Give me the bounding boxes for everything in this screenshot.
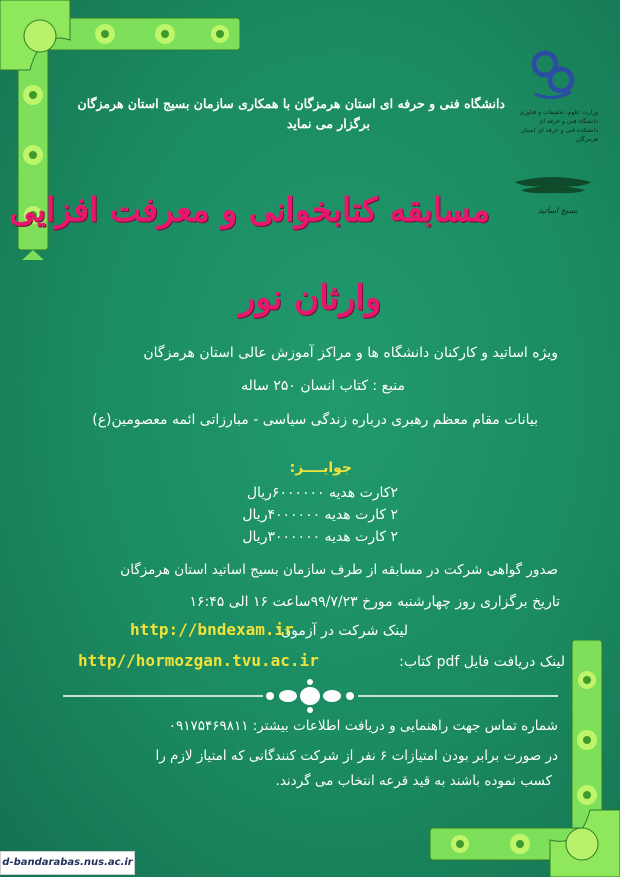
schedule-text: تاریخ برگزاری روز چهارشنبه مورخ ۹۹/۷/۲۳ساعت ۱۶ الی ۱۶:۴۵ — [189, 594, 560, 610]
prize-item: ۲کارت هدیه ۶۰۰۰۰۰۰ریال — [246, 485, 398, 501]
basij-logo-text: بسیج اساتید — [538, 206, 578, 215]
page-title: مسابقه کتابخوانی و معرفت افزایی — [9, 190, 490, 229]
organizer-line: دانشگاه فنی و حرفه ای استان هرمزگان با همکاری سازمان بسیج استان هرمزگان — [77, 96, 505, 111]
prize-item: ۲ کارت هدیه ۴۰۰۰۰۰۰ریال — [242, 507, 398, 523]
audience-text: ویژه اساتید و کارکنان دانشگاه ها و مراکز آموزش عالی استان هرمزگان — [143, 345, 558, 361]
prizes-heading: جوایــــز: — [289, 460, 352, 476]
prize-item: ۲ کارت هدیه ۳۰۰۰۰۰۰ریال — [242, 529, 398, 545]
exam-link[interactable]: http://bndexam.ir — [130, 620, 294, 639]
pdf-link-label: لینک دریافت فایل pdf کتاب: — [399, 654, 565, 670]
exam-link-label: لینک شرکت در آزمون: — [276, 623, 408, 639]
organizer-subline: برگزار می نماید — [286, 116, 370, 131]
contact-phone: شماره تماس جهت راهنمایی و دریافت اطلاعات بیشتر: ۰۹۱۷۵۴۶۹۸۱۱ — [168, 718, 558, 734]
page-subtitle: وارثان نور — [238, 278, 382, 318]
source-text: منبع : کتاب انسان ۲۵۰ ساله — [241, 378, 405, 394]
university-logo-icon — [527, 50, 577, 102]
pdf-link[interactable]: http//hormozgan.tvu.ac.ir — [78, 651, 319, 670]
certificate-text: صدور گواهی شرکت در مسابقه از طرف سازمان بسیج اساتید استان هرمزگان — [120, 562, 558, 578]
note-line: کسب نموده باشند به قید قرعه انتخاب می گردند. — [275, 773, 552, 789]
university-logo-text: وزارت علوم، تحقیقات و فناوری دانشگاه فنی و حرفه ای دانشکده فنی و حرفه ای استان هرمزگان — [519, 109, 598, 143]
topic-text: بیانات مقام معظم رهبری درباره زندگی سیاسی - مبارزاتی ائمه معصومین(ع) — [92, 412, 538, 428]
note-line: در صورت برابر بودن امتیازات ۶ نفر از شرکت کنندگانی که امتیاز لازم را — [155, 748, 558, 764]
basij-logo-icon — [513, 172, 593, 208]
source-badge: d-bandarabas.nus.ac.ir — [0, 851, 135, 875]
ornament-divider — [63, 676, 558, 716]
